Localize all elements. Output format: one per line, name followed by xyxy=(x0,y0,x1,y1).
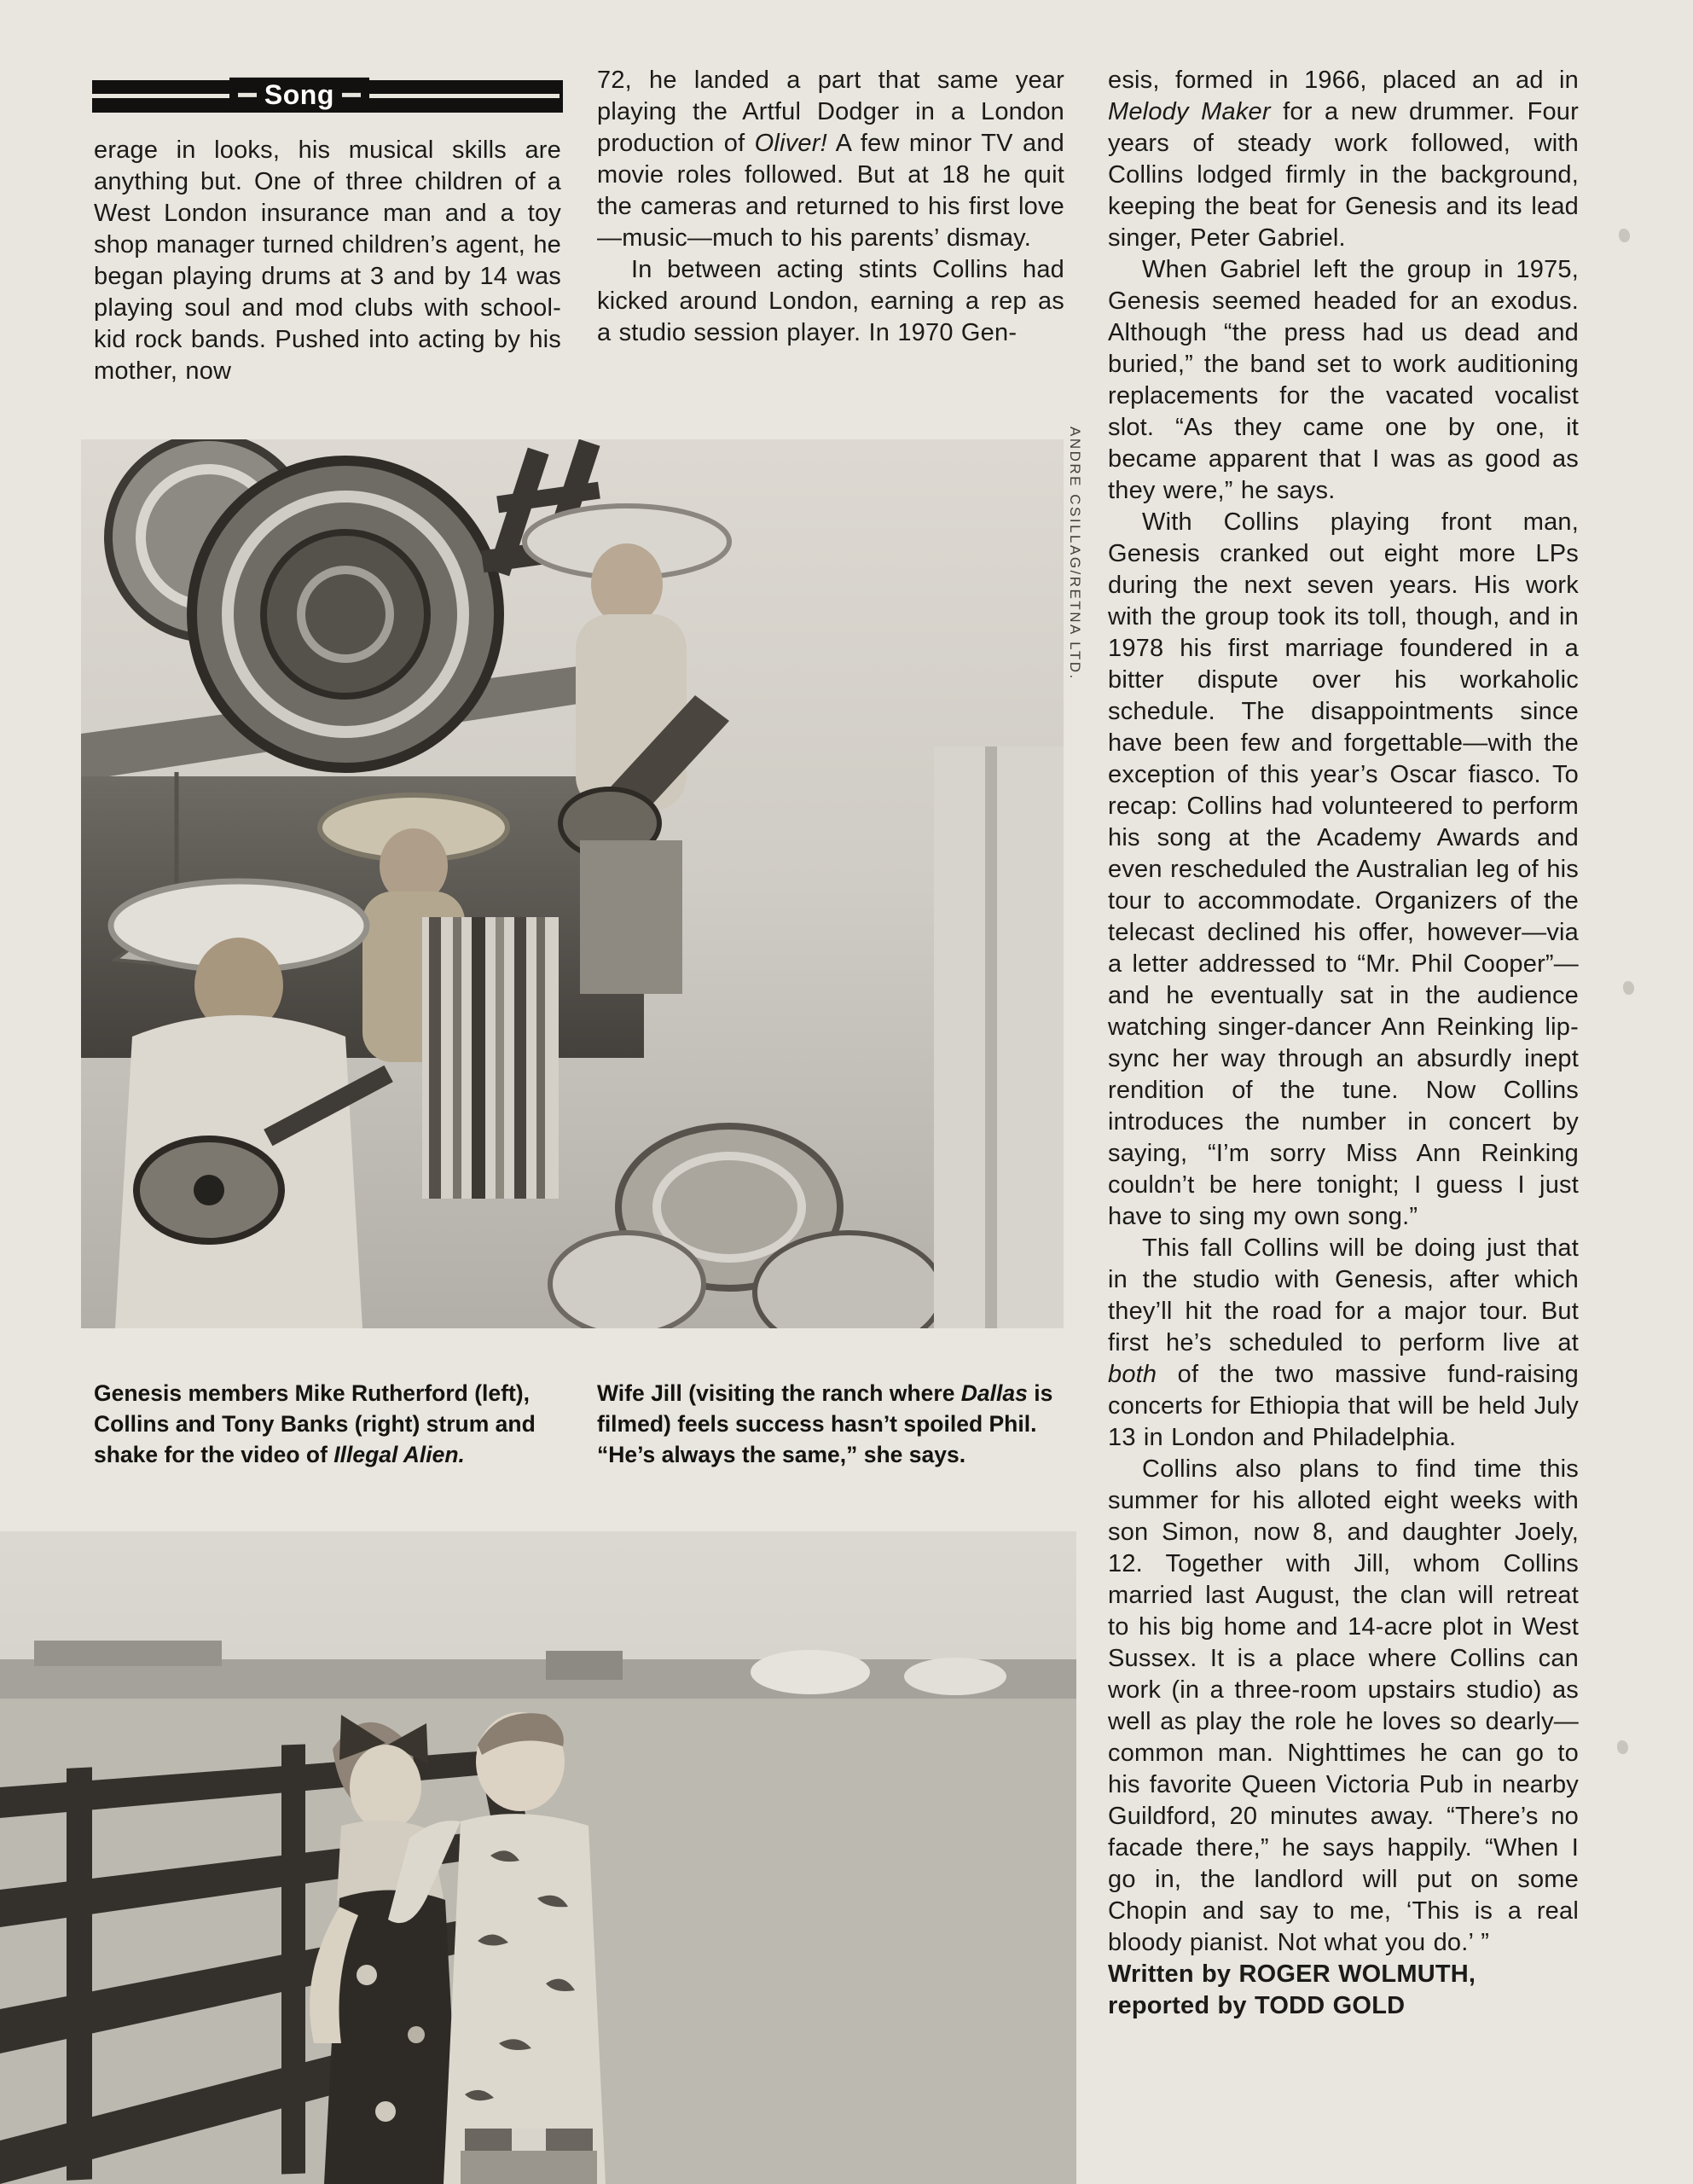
article-paragraph: Collins also plans to find time this summer for his alloted eight weeks with son Simon, now 8, and daughter Joely, 12. Together with Jill, whom Collins married last August, the clan will retreat to his big home and 14-acre plot in West Sussex. It is a place where Collins can work (in a three-room upstairs studio) as well as play the role he loves so dearly—common man. Nighttimes he can go to his favorite Queen Victoria Pub in nearby Guildford, 20 minutes away. “There’s no facade there,” he says happily. “When I go in, the landlord will put on some Chopin and say to me, ‘This is a real bloody pianist. Not what you do.’ ” xyxy=(1108,1455,1579,1956)
margin-speck xyxy=(1623,981,1634,995)
photo-genesis-video-shoot xyxy=(81,439,1064,1328)
article-paragraph: 72, he landed a part that same year playing the Artful Dodger in a London production of Oliver! A few minor TV and movie roles followed. But at 18 he quit the cameras and returned to his first love—music—much to his parents’ dismay. xyxy=(597,67,1064,252)
margin-speck xyxy=(1617,1740,1628,1754)
banner-dash-right xyxy=(342,93,361,97)
photo1-caption: Genesis members Mike Rutherford (left), Collins and Tony Banks (right) strum and shake for the video of Illegal Alien. xyxy=(94,1380,536,1467)
photo-credit: ANDRE CSILLAG/RETNA LTD. xyxy=(1067,427,1083,681)
section-label: Song xyxy=(264,78,334,110)
article-paragraph: With Collins playing front man, Genesis cranked out eight more LPs during the next seven years. His work with the group took its toll, though, and in 1978 his first marriage foundered in a bitter dispute over his workaholic schedule. The disappointments since have been few and forgettable—with the exception of this year’s Oscar fiasco. To recap: Collins had volunteered to perform his song at the Academy Awards and even rescheduled the Australian leg of his tour to accommodate. Organizers of the telecast declined his offer, however—via a letter addressed to “Mr. Phil Cooper”—and he eventually sat in the audience watching singer-dancer Ann Reinking lip-sync her way through an absurdly inept rendition of the tune. Now Collins introduces the number in concert by saying, “I’m sorry Miss Ann Reinking couldn’t be here tonight; I guess I just have to sing my own song.” xyxy=(1108,508,1579,1230)
article-byline: Written by ROGER WOLMUTH, reported by TODD GOLD xyxy=(1108,1960,1476,2019)
article-paragraph: In between acting stints Collins had kicked around London, earning a rep as a studio session player. In 1970 Gen- xyxy=(597,256,1064,346)
article-paragraph: erage in looks, his musical skills are anything but. One of three children of a West London insurance man and a toy shop manager turned children’s agent, he began playing drums at 3 and by 14 was playing soul and mod clubs with school-kid rock bands. Pushed into acting by his mother, now xyxy=(94,136,561,385)
article-column-3 xyxy=(1108,65,1579,2022)
photo-jill-phil-ranch xyxy=(0,1531,1076,2184)
article-paragraph: esis, formed in 1966, placed an ad in Melody Maker for a new drummer. Four years of steady work followed, with Collins lodged firmly in the background, keeping the beat for Genesis and its lead singer, Peter Gabriel. xyxy=(1108,67,1579,252)
article-paragraph: This fall Collins will be doing just that in the studio with Genesis, after which they’ll hit the road for a major tour. But first he’s scheduled to perform live at both of the two massive fund-raising concerts for Ethiopia that will be held July 13 in London and Philadelphia. xyxy=(1108,1234,1579,1451)
article-column-2 xyxy=(597,65,1064,349)
section-label-wrap xyxy=(229,78,369,113)
photo2-caption: Wife Jill (visiting the ranch where Dallas is filmed) feels success hasn’t spoiled Phil. “He’s always the same,” she says. xyxy=(597,1380,1053,1467)
margin-speck xyxy=(1619,229,1630,242)
article-paragraph: When Gabriel left the group in 1975, Genesis seemed headed for an exodus. Although “the press had us dead and buried,” the band set to work auditioning replacements for the vacated vocalist slot. “As they came one by one, it became apparent that I was as good as they were,” he says. xyxy=(1108,256,1579,504)
section-banner xyxy=(92,80,563,113)
article-column-1 xyxy=(94,135,561,387)
banner-dash-left xyxy=(238,93,257,97)
